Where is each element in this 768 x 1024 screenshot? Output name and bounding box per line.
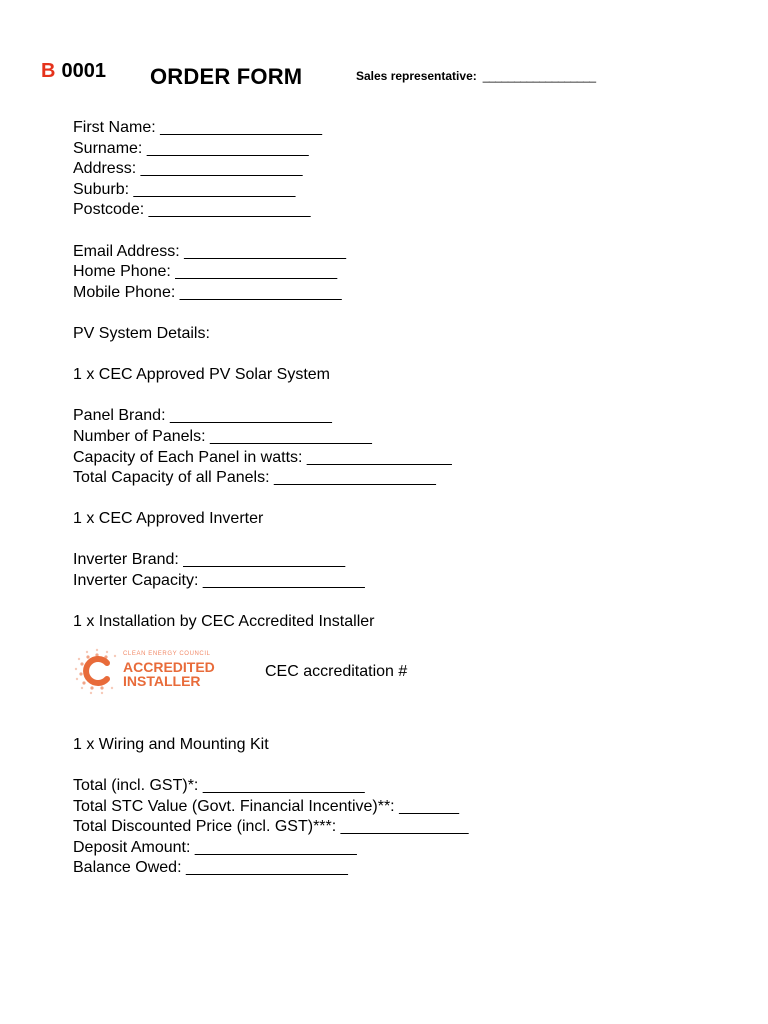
form-header: [41, 60, 741, 100]
field-line[interactable]: ___________________: [148, 201, 311, 219]
field-line[interactable]: ___________________: [274, 469, 436, 487]
field-total-stc-value[interactable]: [73, 797, 733, 818]
field-line[interactable]: ___________________: [175, 263, 337, 281]
field-label: Address:: [73, 160, 137, 178]
field-line[interactable]: ___________________: [140, 160, 303, 178]
field-line[interactable]: ___________________: [194, 838, 357, 856]
logo-installer-text: INSTALLER: [123, 672, 201, 689]
form-body: [73, 118, 733, 879]
pv-heading: PV System Details:: [73, 324, 210, 342]
field-label: Balance Owed:: [73, 859, 182, 877]
field-inverter-brand[interactable]: [73, 550, 733, 571]
field-label: Capacity of Each Panel in watts:: [73, 448, 303, 466]
logo-council-text: CLEAN ENERGY COUNCIL: [123, 650, 211, 657]
form-code-number: 0001: [61, 60, 106, 82]
field-label: Deposit Amount:: [73, 838, 191, 856]
field-total-incl-gst[interactable]: [73, 776, 733, 797]
field-label: Total (incl. GST)*:: [73, 777, 199, 795]
field-line[interactable]: ___________________: [183, 551, 345, 569]
field-panel-brand[interactable]: [73, 406, 733, 427]
field-line[interactable]: ___________________: [185, 859, 348, 877]
field-label: Inverter Capacity:: [73, 572, 199, 590]
field-inverter-capacity[interactable]: [73, 571, 733, 592]
field-line[interactable]: ___________________: [160, 119, 322, 136]
field-mobile-phone[interactable]: [73, 283, 733, 304]
cec-c-emblem-icon: [73, 647, 121, 695]
field-label: Suburb:: [73, 180, 130, 198]
field-label: Inverter Brand:: [73, 551, 179, 569]
spacer: [73, 386, 733, 407]
field-line[interactable]: _________________: [306, 448, 452, 466]
field-label: Home Phone:: [73, 263, 171, 281]
installation-item: 1 x Installation by CEC Accredited Installer: [73, 613, 375, 631]
field-line[interactable]: ___________________: [209, 427, 372, 445]
field-line[interactable]: ___________________: [202, 777, 365, 795]
spacer: [73, 489, 733, 510]
field-line[interactable]: _______: [399, 797, 459, 815]
field-label: Total Capacity of all Panels:: [73, 469, 270, 487]
field-line[interactable]: ___________________: [179, 283, 342, 301]
cec-accreditation-field[interactable]: CEC accreditation #: [265, 662, 408, 680]
field-email[interactable]: [73, 242, 733, 263]
field-label: Total Discounted Price (incl. GST)***:: [73, 818, 337, 836]
spacer: [73, 530, 733, 551]
cec-accredited-installer-logo: [73, 645, 233, 701]
field-label: Total STC Value (Govt. Financial Incentive)**:: [73, 797, 395, 815]
field-line[interactable]: ___________________: [202, 572, 365, 590]
field-line[interactable]: ___________________: [184, 242, 346, 260]
field-number-of-panels[interactable]: [73, 427, 733, 448]
spacer: [73, 221, 733, 242]
field-deposit-amount[interactable]: [73, 838, 733, 859]
field-suburb[interactable]: [73, 180, 733, 201]
wiring-item: 1 x Wiring and Mounting Kit: [73, 735, 269, 753]
form-code-letter: B: [41, 60, 56, 82]
field-line[interactable]: ___________________: [133, 180, 295, 198]
field-line[interactable]: _______________: [340, 818, 469, 836]
form-title: ORDER FORM: [150, 64, 303, 89]
sales-rep-label: Sales representative:: [356, 69, 477, 83]
field-label: Mobile Phone:: [73, 283, 176, 301]
spacer: [73, 303, 733, 324]
field-label: Number of Panels:: [73, 427, 206, 445]
field-label: Surname:: [73, 139, 143, 157]
sales-rep-line[interactable]: __________________: [482, 69, 596, 83]
field-home-phone[interactable]: [73, 262, 733, 283]
inverter-item: 1 x CEC Approved Inverter: [73, 510, 264, 528]
sales-rep-field[interactable]: [356, 69, 596, 83]
cec-accreditation-block: [73, 645, 733, 715]
pv-system-item: 1 x CEC Approved PV Solar System: [73, 366, 330, 384]
field-label: First Name:: [73, 119, 156, 136]
field-panel-capacity[interactable]: [73, 448, 733, 469]
field-label: Postcode:: [73, 201, 145, 219]
field-label: Panel Brand:: [73, 407, 166, 425]
spacer: [73, 592, 733, 613]
logo-accredited-text: ACCREDITED: [123, 658, 215, 675]
field-surname[interactable]: [73, 139, 733, 160]
field-line[interactable]: ___________________: [169, 407, 332, 425]
field-first-name[interactable]: [73, 118, 733, 139]
field-label: Email Address:: [73, 242, 180, 260]
field-total-capacity[interactable]: [73, 468, 733, 489]
field-total-discounted-price[interactable]: [73, 817, 733, 838]
spacer: [73, 755, 733, 776]
form-code: [41, 60, 106, 83]
field-line[interactable]: ___________________: [146, 139, 309, 157]
field-balance-owed[interactable]: [73, 858, 733, 879]
spacer: [73, 345, 733, 366]
field-postcode[interactable]: [73, 200, 733, 221]
field-address[interactable]: [73, 159, 733, 180]
